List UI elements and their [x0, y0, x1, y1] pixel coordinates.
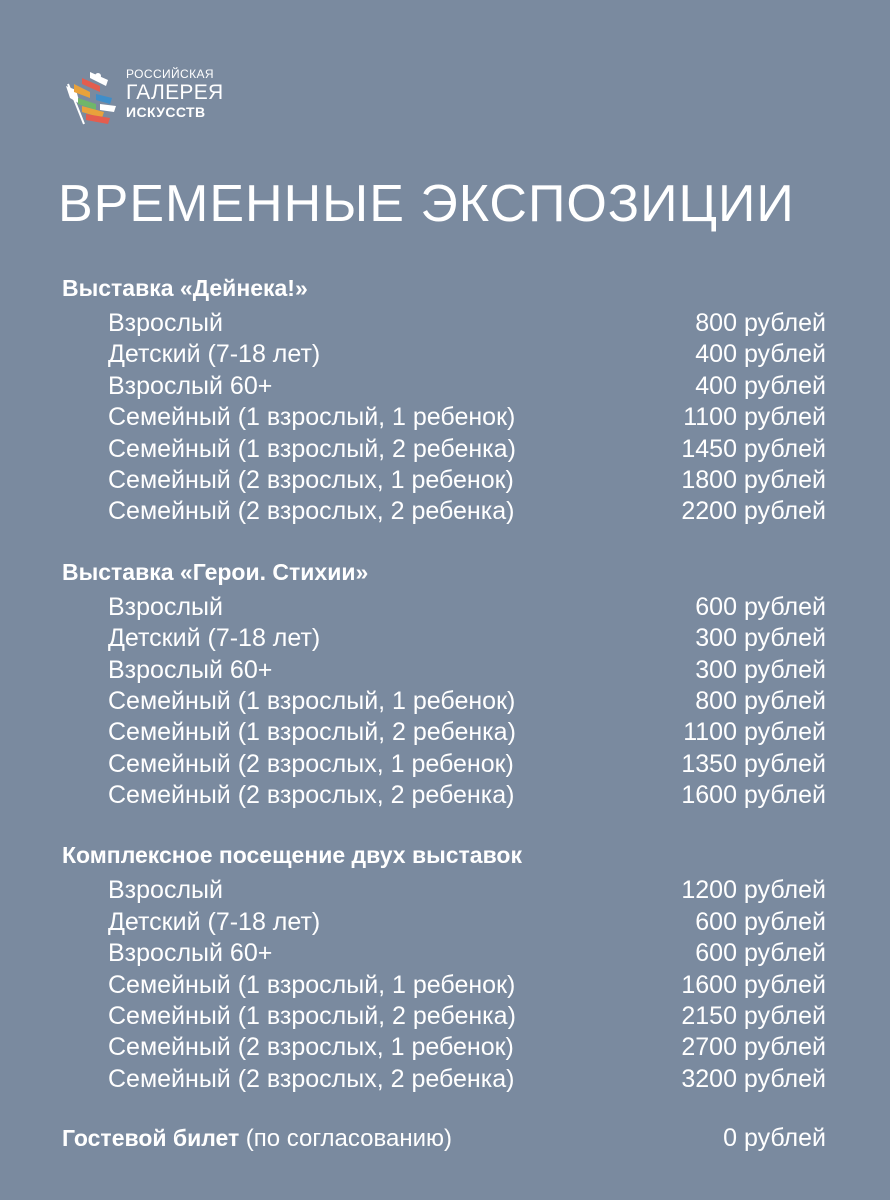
ticket-price: 600 рублей: [695, 939, 826, 968]
ticket-type: Семейный (2 взрослых, 1 ребенок): [108, 749, 514, 778]
ticket-price: 1350 рублей: [681, 749, 826, 778]
page-title: ВРЕМЕННЫЕ ЭКСПОЗИЦИИ: [58, 175, 795, 233]
ticket-price: 1800 рублей: [681, 465, 826, 494]
ticket-type: Семейный (1 взрослый, 2 ребенка): [108, 718, 516, 747]
ticket-type: Семейный (1 взрослый, 2 ребенка): [108, 434, 516, 463]
gallery-logo-icon: [60, 64, 124, 130]
price-row: [0, 686, 890, 717]
ticket-type: Детский (7-18 лет): [108, 907, 321, 936]
price-row: [0, 623, 890, 654]
ticket-type: Семейный (1 взрослый, 1 ребенок): [108, 970, 516, 999]
section-title: Выставка «Дейнека!»: [62, 275, 308, 301]
logo-line-1: РОССИЙСКАЯ: [126, 67, 214, 81]
price-row: [0, 339, 890, 370]
price-row: [0, 875, 890, 906]
ticket-price: 1450 рублей: [681, 434, 826, 463]
price-row: [0, 465, 890, 496]
price-row: [0, 402, 890, 433]
price-row: [0, 371, 890, 402]
ticket-price: 800 рублей: [695, 686, 826, 715]
ticket-price: 1200 рублей: [681, 876, 826, 905]
ticket-type: Семейный (2 взрослых, 2 ребенка): [108, 497, 515, 526]
ticket-type: Семейный (2 взрослых, 1 ребенок): [108, 1033, 514, 1062]
ticket-price: 300 рублей: [695, 624, 826, 653]
ticket-price: 600 рублей: [695, 907, 826, 936]
price-sections: [0, 268, 890, 1119]
section-title: Комплексное посещение двух выставок: [62, 842, 522, 869]
guest-ticket-note: (по согласованию): [245, 1125, 452, 1152]
ticket-price: 600 рублей: [695, 592, 826, 621]
ticket-price: 2700 рублей: [681, 1033, 826, 1062]
ticket-price: 1600 рублей: [681, 781, 826, 810]
price-row: [0, 907, 890, 938]
section-heroes: [0, 552, 890, 812]
section-deineka: [0, 268, 890, 528]
ticket-price: 2150 рублей: [681, 1002, 826, 1031]
guest-ticket-row: [0, 1121, 890, 1155]
gallery-logo-text: [126, 68, 224, 119]
guest-ticket-price: 0 рублей: [723, 1124, 826, 1152]
ticket-type: Взрослый 60+: [108, 371, 273, 400]
ticket-type: Семейный (1 взрослый, 1 ребенок): [108, 686, 516, 715]
price-row: [0, 749, 890, 780]
ticket-type: Взрослый: [108, 309, 223, 337]
price-row: [0, 496, 890, 527]
ticket-type: Семейный (2 взрослых, 1 ребенок): [108, 465, 514, 494]
guest-ticket-label: [62, 1121, 452, 1156]
ticket-price: 400 рублей: [695, 340, 826, 369]
price-row: [0, 717, 890, 748]
ticket-type: Семейный (1 взрослый, 1 ребенок): [108, 403, 516, 432]
gallery-logo: [60, 64, 224, 130]
price-row: [0, 1001, 890, 1032]
ticket-price: 1100 рублей: [683, 403, 826, 432]
ticket-type: Детский (7-18 лет): [108, 340, 321, 369]
logo-line-2: ГАЛЕРЕЯ: [126, 81, 224, 104]
price-row: [0, 970, 890, 1001]
price-row: [0, 1064, 890, 1095]
ticket-type: Семейный (1 взрослый, 2 ребенка): [108, 1002, 516, 1031]
ticket-price: 1100 рублей: [683, 718, 826, 747]
ticket-type: Взрослый 60+: [108, 939, 273, 968]
ticket-type: Семейный (2 взрослых, 2 ребенка): [108, 781, 515, 810]
guest-ticket-title: Гостевой билет: [62, 1125, 240, 1151]
ticket-price: 1600 рублей: [681, 970, 826, 999]
ticket-price: 2200 рублей: [681, 497, 826, 526]
ticket-price: 300 рублей: [695, 655, 826, 684]
price-row: [0, 938, 890, 969]
ticket-type: Взрослый: [108, 876, 223, 905]
ticket-type: Детский (7-18 лет): [108, 624, 321, 653]
price-row: [0, 780, 890, 811]
price-row: [0, 308, 890, 339]
price-row: [0, 1032, 890, 1063]
price-row: [0, 592, 890, 623]
ticket-type: Взрослый: [108, 592, 223, 621]
ticket-type: Семейный (2 взрослых, 2 ребенка): [108, 1064, 515, 1093]
ticket-type: Взрослый 60+: [108, 655, 273, 684]
ticket-price: 800 рублей: [695, 309, 826, 337]
ticket-price: 3200 рублей: [681, 1064, 826, 1093]
price-row: [0, 655, 890, 686]
price-row: [0, 434, 890, 465]
logo-line-3: ИСКУССТВ: [126, 104, 206, 120]
section-combined: [0, 835, 890, 1095]
section-title: Выставка «Герои. Стихии»: [62, 558, 369, 585]
ticket-price: 400 рублей: [695, 371, 826, 400]
